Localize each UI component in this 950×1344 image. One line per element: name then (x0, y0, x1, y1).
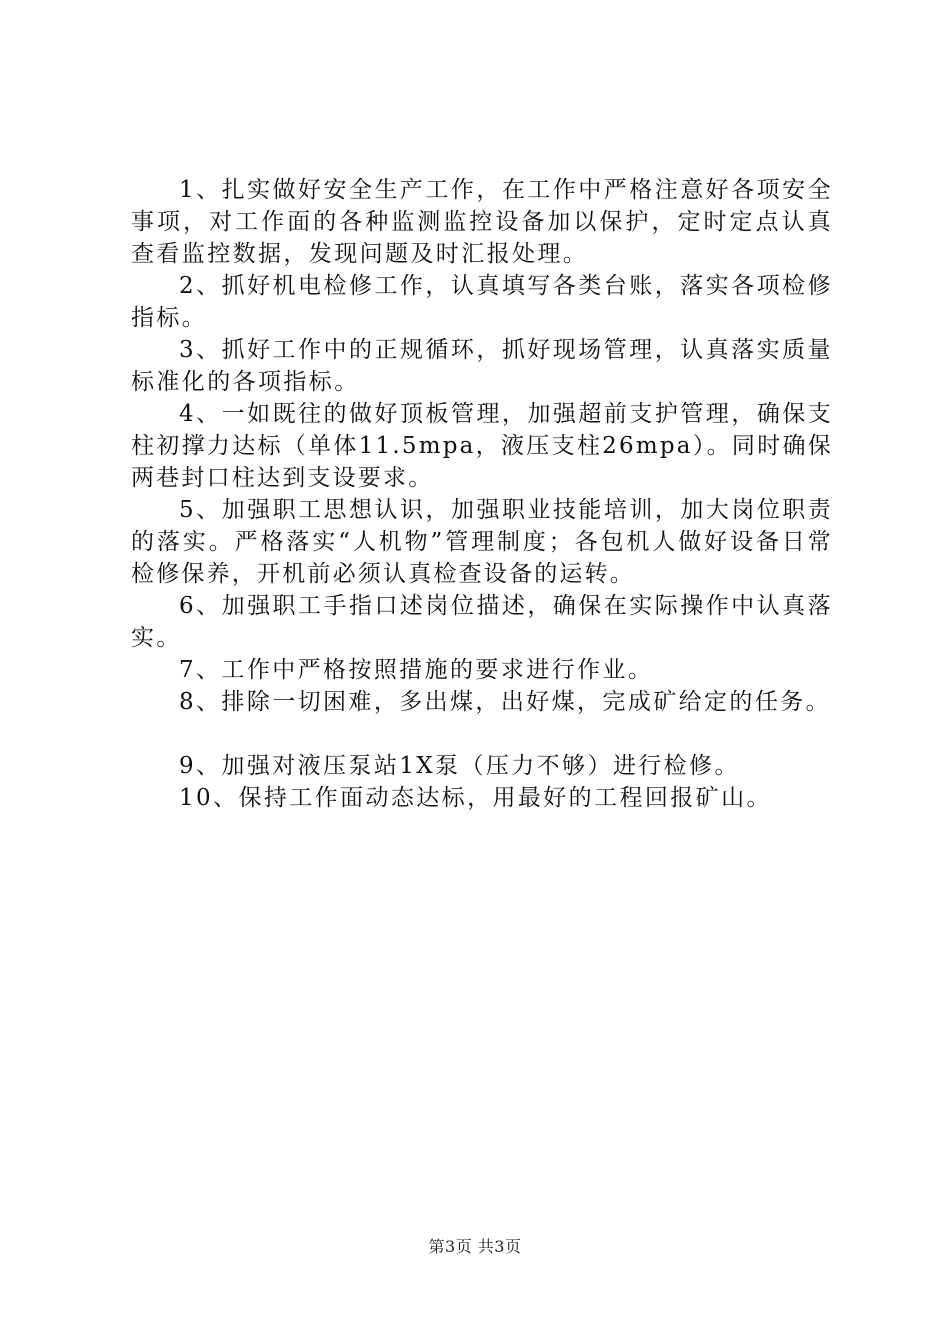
page-footer: 第3页 共3页 (428, 1237, 522, 1256)
paragraph-7: 7、工作中严格按照措施的要求进行作业。 (179, 657, 654, 683)
paragraph-10: 10、保持工作面动态达标，用最好的工程回报矿山。 (179, 785, 772, 811)
paragraph-2: 2、抓好机电检修工作，认真填写各类台账，落实各项检修指标。 (131, 273, 833, 331)
paragraph-1: 1、扎实做好安全生产工作，在工作中严格注意好各项安全事项，对工作面的各种监测监控设备加以保护，定时定点认真查看监控数据，发现问题及时汇报处理。 (131, 177, 833, 267)
paragraph-6: 6、加强职工手指口述岗位描述，确保在实际操作中认真落实。 (131, 593, 833, 651)
paragraph-4: 4、一如既往的做好顶板管理，加强超前支护管理，确保支柱初撑力达标（单体11.5mpa，液压支柱26mpa）。同时确保两巷封口柱达到支设要求。 (131, 401, 833, 491)
paragraph-3: 3、抓好工作中的正规循环，抓好现场管理，认真落实质量标准化的各项指标。 (131, 337, 833, 395)
document-body (131, 174, 833, 814)
paragraph-9: 9、加强对液压泵站1X泵（压力不够）进行检修。 (179, 753, 740, 779)
paragraph-8: 8、排除一切困难，多出煤，出好煤，完成矿给定的任务。 (179, 689, 832, 715)
paragraph-5: 5、加强职工思想认识，加强职业技能培训，加大岗位职责的落实。严格落实“人机物”管理制度；各包机人做好设备日常检修保养，开机前必须认真检查设备的运转。 (131, 497, 833, 587)
paragraph-gap (131, 718, 833, 750)
